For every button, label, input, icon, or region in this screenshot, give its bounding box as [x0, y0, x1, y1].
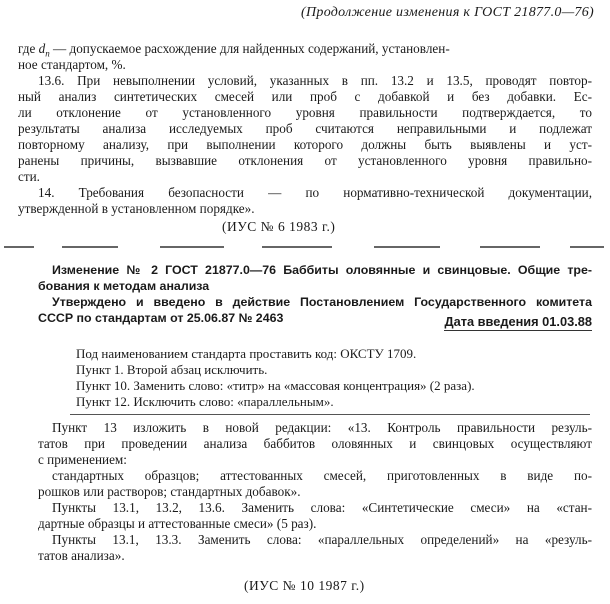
effective-date: Дата введения 01.03.88 [444, 314, 592, 329]
approval-text: Утверждено и введено в действие Постановлением Государственного комитета [52, 295, 592, 309]
text-line: ранены причины, вызвавшие отклонения от установленного уровня правильно- [18, 153, 592, 168]
amendment-item: Под наименованием стандарта проставить код: ОКСТУ 1709. [76, 346, 417, 361]
body-line: рошков или растворов; стандартных добавок». [38, 484, 301, 499]
section-rule [70, 414, 590, 415]
amendment-item: Пункт 12. Исключить слово: «параллельным». [76, 394, 334, 409]
text-line: 13.6. При невыполнении условий, указанных в пп. 13.2 и 13.5, проводят повтор- [38, 73, 592, 88]
ius-signature: (ИУС № 6 1983 г.) [222, 219, 336, 234]
text-line: результаты анализа исследуемых проб считаются неправильными и подлежат [18, 121, 592, 136]
separator-dash [62, 246, 118, 248]
body-line: Пункты 13.1, 13.2, 13.6. Заменить слова: «Синтетические смеси» на «стан- [52, 500, 592, 515]
body-line: дартные образцы и аттестованные смеси» (5 раз). [38, 516, 317, 531]
text-line: 14. Требования безопасности — по нормативно-технической документации, [38, 185, 592, 200]
ius-signature: (ИУС № 10 1987 г.) [244, 578, 365, 593]
text-line: ное стандартом, %. [18, 57, 126, 72]
text-line: ли отклонение от установленного уровня правильности подтверждается, то [18, 105, 592, 120]
separator-dash [262, 246, 332, 248]
text-line: сти. [18, 169, 40, 184]
separator-dash [570, 246, 604, 248]
text-line: повторному анализу, при выполнении которого должны быть выявлены и уст- [18, 137, 592, 152]
body-line: Пункт 13 изложить в новой редакции: «13. Контроль правильности резуль- [52, 420, 592, 435]
formula-variable: d [38, 41, 46, 56]
body-line: Пункты 13.1, 13.3. Заменить слова: «параллельных определений» на «резуль- [52, 532, 592, 547]
separator-dash [480, 246, 540, 248]
formula-prefix: где [18, 41, 39, 56]
amendment-item: Пункт 1. Второй абзац исключить. [76, 362, 268, 377]
separator-dash [4, 246, 34, 248]
amendment-title: бования к методам анализа [38, 279, 210, 293]
body-line: татов анализа». [38, 548, 125, 563]
body-line: стандартных образцов; аттестованных смесей, приготовленных в виде по- [52, 468, 592, 483]
continuation-header: (Продолжение изменения к ГОСТ 21877.0—76) [301, 5, 594, 20]
separator-dash [160, 246, 224, 248]
body-line: татов при проведении анализа баббитов оловянных и свинцовых осуществляют [38, 436, 592, 451]
text-line: утвержденной в установленном порядке». [18, 201, 255, 216]
amendment-title: Изменение № 2 ГОСТ 21877.0—76 Баббиты оловянные и свинцовые. Общие тре- [52, 263, 592, 277]
formula-description: — допускаемое расхождение для найденных содержаний, установлен- [49, 41, 450, 56]
approval-text: СССР по стандартам от 25.06.87 № 2463 [38, 311, 284, 325]
separator-dash [374, 246, 440, 248]
formula-subscript: п [45, 48, 50, 59]
text-line: ный анализ синтетических смесей или проб с добавкой и без добавки. Ес- [18, 89, 592, 104]
amendment-item: Пункт 10. Заменить слово: «титр» на «массовая концентрация» (2 раза). [76, 378, 475, 393]
body-line: с применением: [38, 452, 127, 467]
